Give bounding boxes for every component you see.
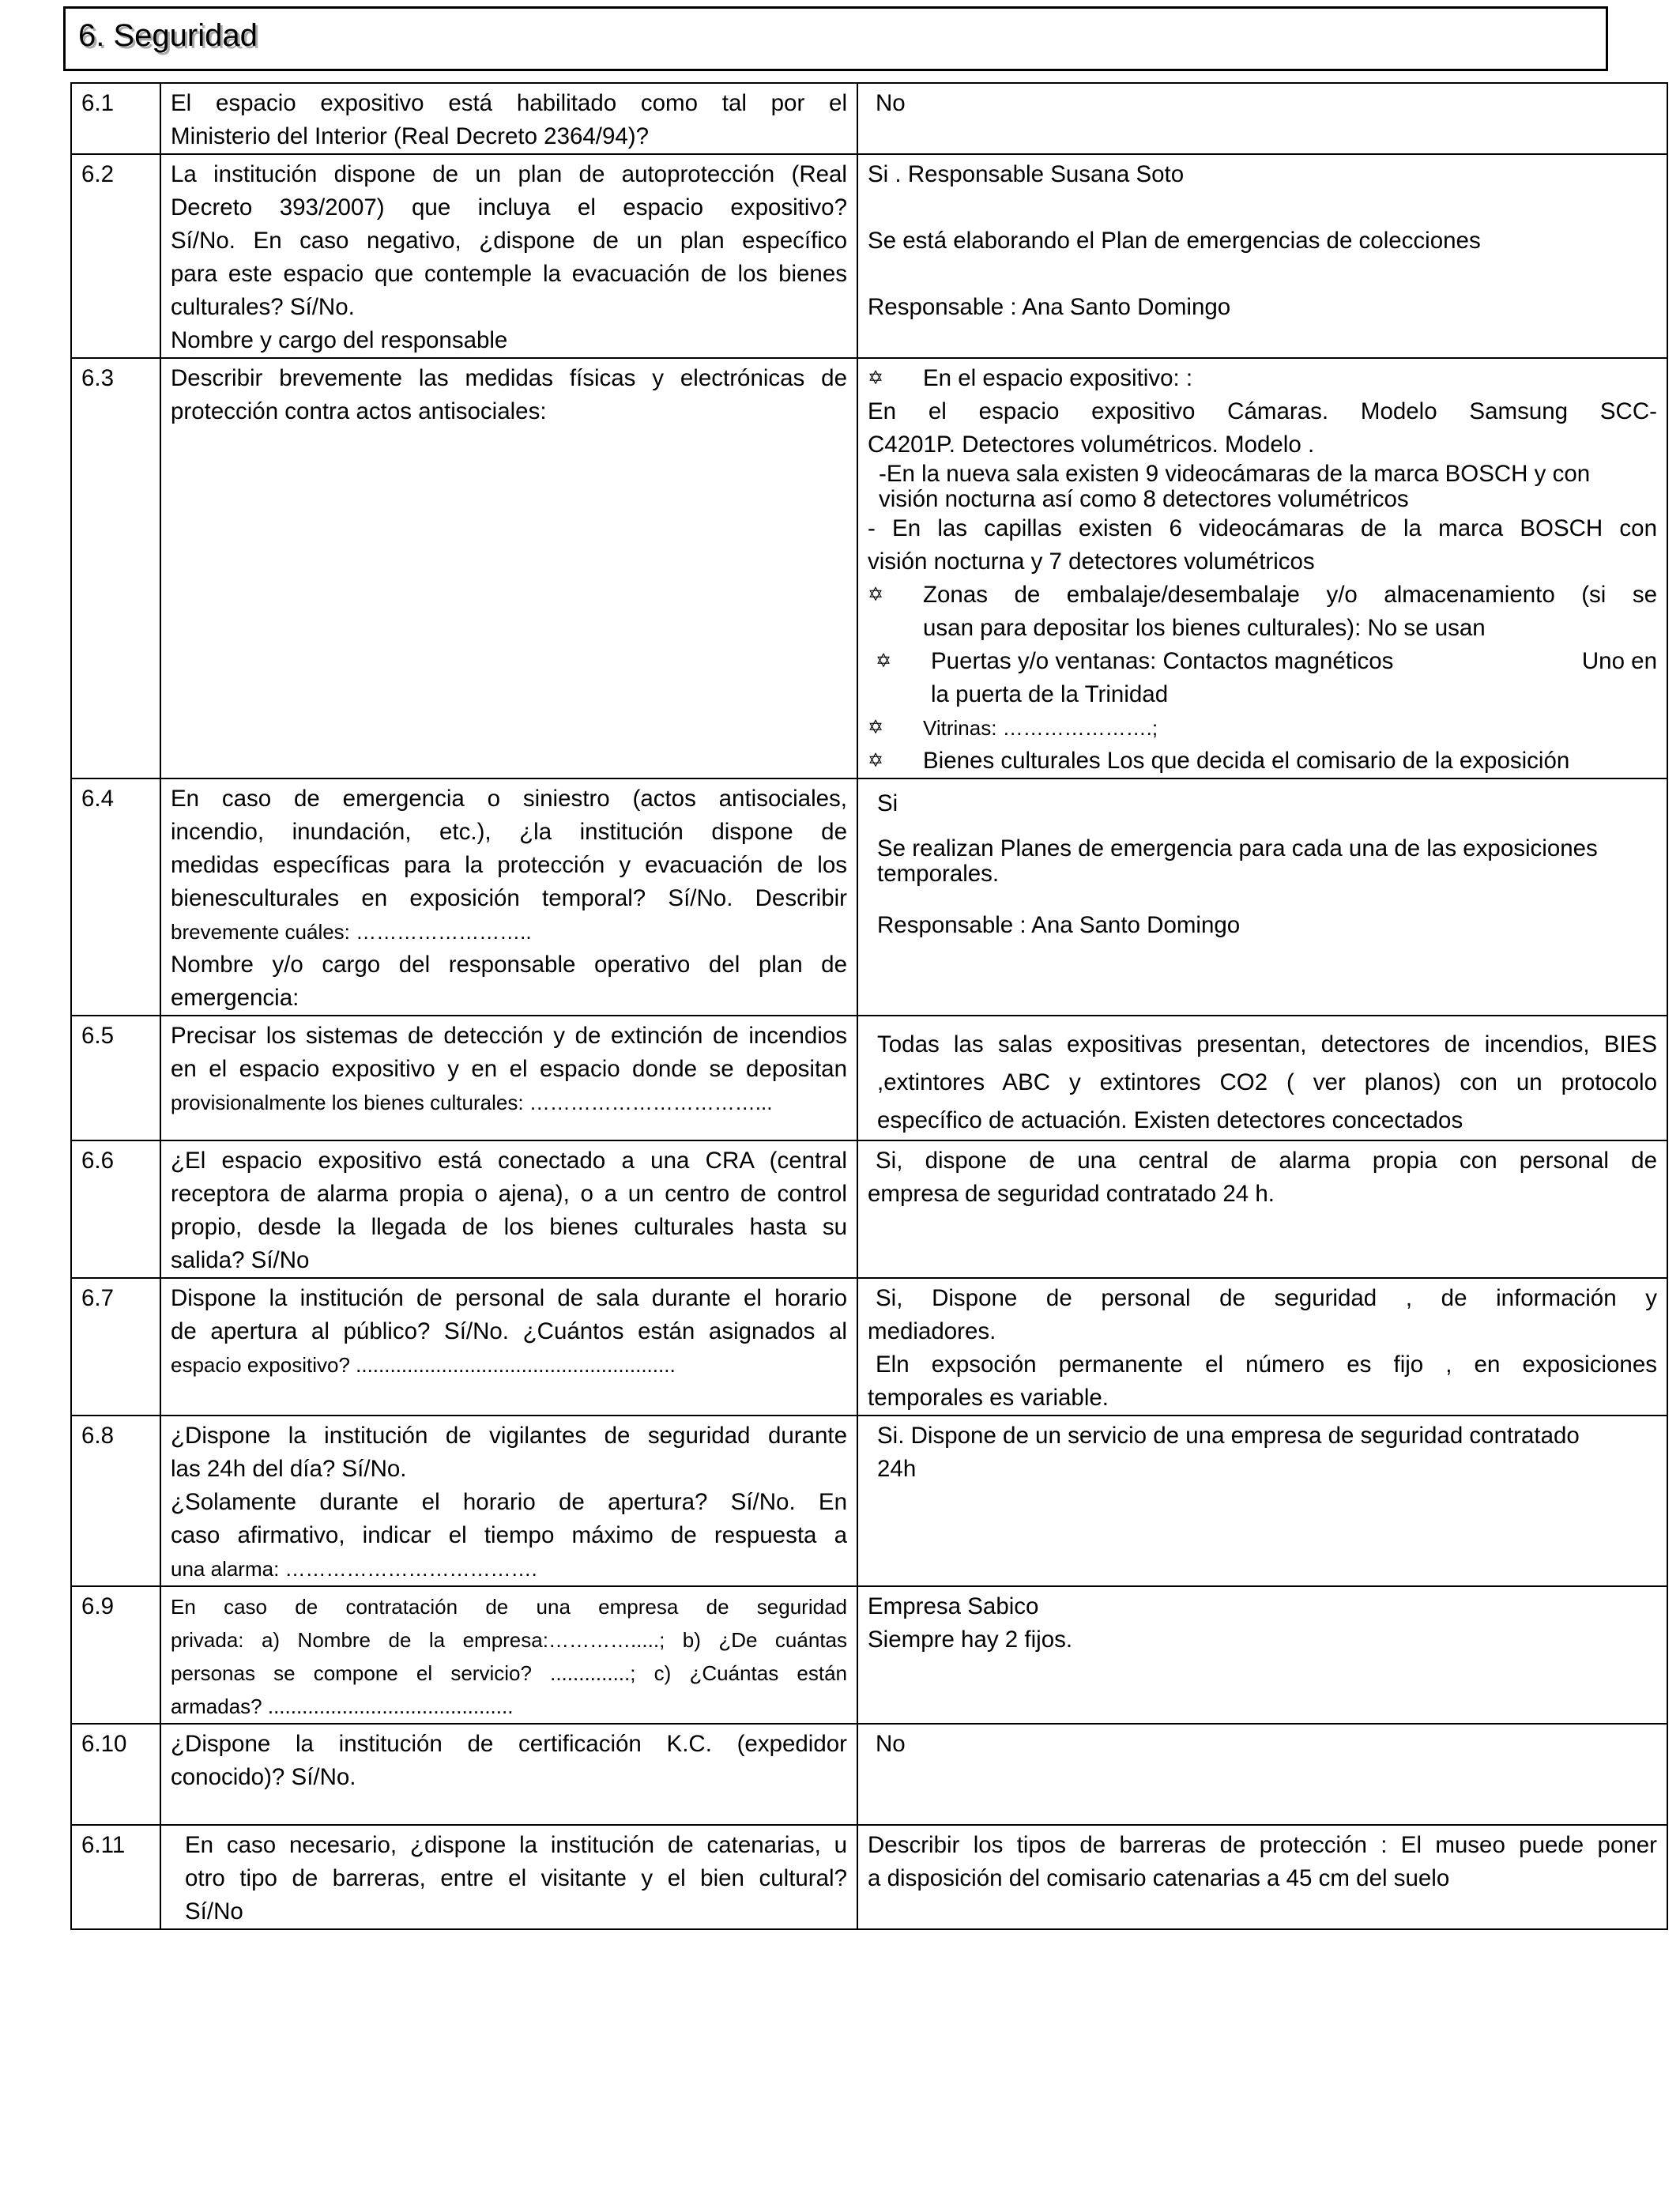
question-line: espacio expositivo? ........................................................ bbox=[171, 1353, 676, 1377]
answer-cell bbox=[857, 1586, 1667, 1724]
answer-cell bbox=[857, 154, 1667, 358]
row-number: 6.5 bbox=[71, 1016, 160, 1140]
answer-line: a disposición del comisario catenarias a 45 cm del suelo bbox=[868, 1865, 1450, 1891]
table-row bbox=[71, 1586, 1667, 1724]
question-cell bbox=[160, 358, 857, 778]
star-bullet-icon: ✡ bbox=[868, 584, 884, 605]
table-row bbox=[71, 1140, 1667, 1278]
answer-line: Se está elaborando el Plan de emergencias de colecciones bbox=[868, 228, 1481, 254]
question-line: Precisar los sistemas de detección y de extinción de incendios bbox=[171, 1023, 847, 1049]
answer-line: temporales. bbox=[877, 861, 1000, 887]
table-row bbox=[71, 778, 1667, 1016]
answer-line: empresa de seguridad contratado 24 h. bbox=[868, 1181, 1275, 1207]
bullet-text: En el espacio expositivo: : bbox=[923, 365, 1193, 391]
answer-line: Responsable : Ana Santo Domingo bbox=[868, 294, 1231, 320]
question-line: ¿El espacio expositivo está conectado a una CRA (central bbox=[171, 1148, 847, 1174]
question-line: En caso necesario, ¿dispone la institución de catenarias, u bbox=[185, 1832, 847, 1858]
bullet-item bbox=[868, 645, 1657, 711]
answer-line: Responsable : Ana Santo Domingo bbox=[877, 912, 1241, 938]
answer-line: visión nocturna así como 8 detectores volumétricos bbox=[879, 486, 1409, 512]
security-table bbox=[70, 82, 1668, 1930]
bullet-text: Bienes culturales Los que decida el comisario de la exposición bbox=[923, 748, 1570, 774]
table-row bbox=[71, 1825, 1667, 1929]
question-line: de apertura al público? Sí/No. ¿Cuántos están asignados al bbox=[171, 1318, 847, 1344]
answer-cell bbox=[857, 1016, 1667, 1140]
row-number: 6.7 bbox=[71, 1278, 160, 1416]
table-row bbox=[71, 1724, 1667, 1825]
row-number: 6.10 bbox=[71, 1724, 160, 1825]
question-line: en el espacio expositivo y en el espacio donde se depositan bbox=[171, 1056, 847, 1082]
question-line: salida? Sí/No bbox=[171, 1247, 310, 1273]
section-header bbox=[63, 6, 1608, 71]
answer-line: En el espacio expositivo Cámaras. Modelo Samsung SCC- bbox=[868, 398, 1657, 424]
bullet-text: Puertas y/o ventanas: Contactos magnéticos bbox=[931, 648, 1394, 674]
question-line: El espacio expositivo está habilitado como tal por el bbox=[171, 90, 847, 116]
question-line: La institución dispone de un plan de autoprotección (Real bbox=[171, 161, 847, 187]
bullet-text: la puerta de la Trinidad bbox=[931, 681, 1169, 707]
answer-line: ,extintores ABC y extintores CO2 ( ver planos) con un protocolo bbox=[877, 1069, 1657, 1095]
question-line: las 24h del día? Sí/No. bbox=[171, 1456, 407, 1482]
answer-line: visión nocturna y 7 detectores volumétricos bbox=[868, 548, 1315, 575]
answer-line: Eln expsoción permanente el número es fijo , en exposiciones bbox=[876, 1351, 1657, 1378]
bullet-text: Zonas de embalaje/desembalaje y/o almacenamiento (si se bbox=[923, 582, 1657, 608]
table-row bbox=[71, 154, 1667, 358]
table-row bbox=[71, 83, 1667, 154]
question-line: Nombre y/o cargo del responsable operativo del plan de bbox=[171, 952, 847, 978]
question-cell bbox=[160, 1416, 857, 1586]
row-number: 6.3 bbox=[71, 358, 160, 778]
star-bullet-icon: ✡ bbox=[876, 650, 892, 672]
answer-cell bbox=[857, 1416, 1667, 1586]
question-cell bbox=[160, 1278, 857, 1416]
bullet-item bbox=[868, 745, 1657, 778]
question-line: Dispone la institución de personal de sala durante el horario bbox=[171, 1285, 847, 1311]
answer-line: -En la nueva sala existen 9 videocámaras de la marca BOSCH y con bbox=[879, 461, 1591, 487]
question-cell bbox=[160, 1724, 857, 1825]
question-line: brevemente cuáles: …………………….. bbox=[171, 920, 532, 944]
answer-line: Todas las salas expositivas presentan, detectores de incendios, BIES bbox=[877, 1031, 1657, 1057]
question-line: otro tipo de barreras, entre el visitante y el bien cultural? bbox=[185, 1865, 847, 1891]
answer-line: Si, Dispone de personal de seguridad , de información y bbox=[876, 1285, 1657, 1311]
question-line: provisionalmente los bienes culturales: ……………………………... bbox=[171, 1091, 773, 1114]
question-line: En caso de emergencia o siniestro (actos antisociales, bbox=[171, 786, 847, 812]
question-line: una alarma: ………………………………. bbox=[171, 1557, 537, 1581]
bullet-item bbox=[868, 579, 1657, 645]
answer-line: Empresa Sabico bbox=[868, 1593, 1039, 1619]
section-title: 6. Seguridad bbox=[78, 18, 258, 53]
question-line: bienesculturales en exposición temporal? Sí/No. Describir bbox=[171, 885, 847, 911]
star-bullet-icon: ✡ bbox=[868, 368, 884, 389]
question-line: Sí/No bbox=[185, 1898, 243, 1924]
answer-line: Se realizan Planes de emergencia para cada una de las exposiciones bbox=[877, 835, 1598, 861]
answer-line: temporales es variable. bbox=[868, 1385, 1109, 1411]
question-line: ¿Solamente durante el horario de apertura? Sí/No. En bbox=[171, 1489, 847, 1515]
bullet-item bbox=[868, 362, 1657, 395]
star-bullet-icon: ✡ bbox=[868, 717, 884, 738]
answer-line: Si. Dispone de un servicio de una empresa de seguridad contratado bbox=[877, 1423, 1580, 1449]
answer-cell bbox=[857, 778, 1667, 1016]
bullet-item bbox=[868, 711, 1657, 745]
question-line: protección contra actos antisociales: bbox=[171, 398, 547, 424]
question-cell bbox=[160, 1016, 857, 1140]
answer-line: - En las capillas existen 6 videocámaras de la marca BOSCH con bbox=[868, 515, 1657, 541]
question-cell bbox=[160, 1586, 857, 1724]
answer-line: 24h bbox=[877, 1456, 917, 1482]
question-line: privada: a) Nombre de la empresa:………….....; b) ¿De cuántas bbox=[171, 1628, 847, 1652]
question-line: conocido)? Sí/No. bbox=[171, 1764, 356, 1790]
answer-cell bbox=[857, 358, 1667, 778]
question-line: Ministerio del Interior (Real Decreto 2364/94)? bbox=[171, 123, 650, 149]
question-cell bbox=[160, 1140, 857, 1278]
answer-line: mediadores. bbox=[868, 1318, 996, 1344]
question-line: Describir brevemente las medidas físicas y electrónicas de bbox=[171, 365, 847, 391]
question-line: ¿Dispone la institución de certificación K.C. (expedidor bbox=[171, 1731, 847, 1757]
question-line: ¿Dispone la institución de vigilantes de seguridad durante bbox=[171, 1423, 847, 1449]
answer-line: Si . Responsable Susana Soto bbox=[868, 161, 1185, 187]
question-line: personas se compone el servicio? ..............; c) ¿Cuántas están bbox=[171, 1661, 847, 1685]
row-number: 6.6 bbox=[71, 1140, 160, 1278]
question-line: emergencia: bbox=[171, 985, 299, 1011]
question-line: Sí/No. En caso negativo, ¿dispone de un plan específico bbox=[171, 228, 847, 254]
row-number: 6.11 bbox=[71, 1825, 160, 1929]
question-line: En caso de contratación de una empresa de seguridad bbox=[171, 1595, 847, 1619]
question-line: Decreto 393/2007) que incluya el espacio expositivo? bbox=[171, 194, 847, 221]
question-line: culturales? Sí/No. bbox=[171, 294, 355, 320]
question-line: caso afirmativo, indicar el tiempo máximo de respuesta a bbox=[171, 1522, 847, 1548]
answer-cell bbox=[857, 1140, 1667, 1278]
table-row bbox=[71, 358, 1667, 778]
bullet-text: Uno en bbox=[1581, 648, 1657, 674]
table-row bbox=[71, 1416, 1667, 1586]
question-line: propio, desde la llegada de los bienes culturales hasta su bbox=[171, 1214, 847, 1240]
question-line: receptora de alarma propia o ajena), o a un centro de control bbox=[171, 1181, 847, 1207]
table-row bbox=[71, 1278, 1667, 1416]
row-number: 6.1 bbox=[71, 83, 160, 154]
row-number: 6.2 bbox=[71, 154, 160, 358]
question-line: para este espacio que contemple la evacuación de los bienes bbox=[171, 261, 847, 287]
answer-cell bbox=[857, 1278, 1667, 1416]
bullet-text: usan para depositar los bienes culturales): No se usan bbox=[923, 615, 1486, 641]
answer-cell bbox=[857, 1724, 1667, 1825]
bullet-text: Vitrinas: ………………….; bbox=[923, 716, 1158, 740]
question-line: Nombre y cargo del responsable bbox=[171, 327, 508, 353]
row-number: 6.8 bbox=[71, 1416, 160, 1586]
answer-cell bbox=[857, 83, 1667, 154]
question-line: armadas? ........................................... bbox=[171, 1695, 514, 1718]
question-line: medidas específicas para la protección y evacuación de los bbox=[171, 852, 847, 878]
answer-cell bbox=[857, 1825, 1667, 1929]
question-cell bbox=[160, 778, 857, 1016]
answer-line: específico de actuación. Existen detectores concectados bbox=[877, 1107, 1463, 1133]
answer-line: Si, dispone de una central de alarma propia con personal de bbox=[876, 1148, 1657, 1174]
table-row bbox=[71, 1016, 1667, 1140]
answer-line: No bbox=[876, 1731, 906, 1757]
answer-line: Si bbox=[877, 790, 898, 816]
question-line: incendio, inundación, etc.), ¿la institución dispone de bbox=[171, 819, 847, 845]
answer-line: Describir los tipos de barreras de protección : El museo puede poner bbox=[868, 1832, 1657, 1858]
question-cell bbox=[160, 154, 857, 358]
answer-line: Siempre hay 2 fijos. bbox=[868, 1627, 1073, 1653]
answer-line: No bbox=[876, 90, 906, 116]
row-number: 6.4 bbox=[71, 778, 160, 1016]
row-number: 6.9 bbox=[71, 1586, 160, 1724]
answer-line: C4201P. Detectores volumétricos. Modelo . bbox=[868, 432, 1315, 458]
question-cell bbox=[160, 1825, 857, 1929]
question-cell bbox=[160, 83, 857, 154]
star-bullet-icon: ✡ bbox=[868, 750, 884, 771]
